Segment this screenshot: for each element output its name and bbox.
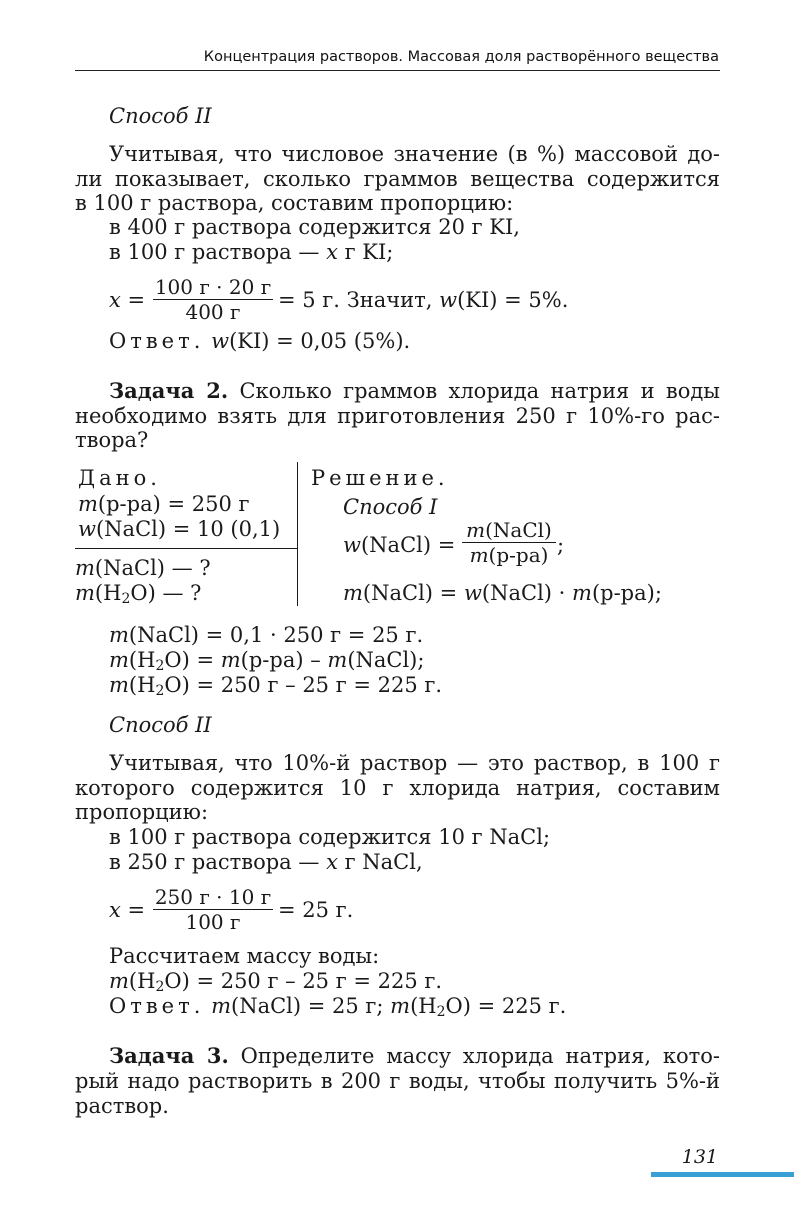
- formula-rhs: = 25 г.: [278, 898, 354, 922]
- running-header: Концентрация растворов. Массовая доля растворённого вещества: [203, 49, 719, 65]
- formula-rhs: = 5 г. Значит, w(KI) = 5%.: [278, 288, 569, 312]
- given-fraction: w(NaCl) = 10 (0,1): [78, 517, 281, 541]
- fraction-denominator: m(р-ра): [469, 543, 549, 567]
- proportion-line: в 100 г раствора — x г KI;: [109, 240, 394, 264]
- calc-line: $m(H_2O) = 250$ г – 25 г = 225 г.: [109, 673, 443, 699]
- fraction-denominator: 400 г: [185, 300, 241, 324]
- fraction-numerator: m(NaCl): [466, 518, 552, 542]
- task2-line: твора?: [75, 428, 149, 452]
- fraction: [153, 885, 273, 934]
- page-number: 131: [681, 1146, 718, 1168]
- task3-line: рый надо растворить в 200 г воды, чтобы получить 5%-й: [75, 1069, 720, 1093]
- answer-line: Ответ. m(NaCl) = 25 г; $m(H_2O) = 225$ г.: [109, 994, 567, 1020]
- task3-line: Задача 3. Определите массу хлорида натрия, кото-: [109, 1043, 720, 1068]
- calc-line: $m(H_2O) = m(р-ра)$ – m(NaCl);: [109, 648, 425, 674]
- calc-line: $m(H_2O) = 250$ г – 25 г = 225 г.: [109, 969, 443, 995]
- fraction: [153, 275, 273, 324]
- solution-title: Решение.: [311, 466, 449, 490]
- water-text: Рассчитаем массу воды:: [109, 944, 380, 968]
- task3-line: раствор.: [75, 1094, 169, 1118]
- answer-line: Ответ. w(KI) = 0,05 (5%).: [109, 329, 411, 353]
- fraction: [462, 518, 556, 567]
- given-vertical-divider: [297, 462, 298, 606]
- solution-line: m(NaCl) = w(NaCl) · m(р-ра);: [343, 581, 662, 605]
- fraction-numerator: 100 г · 20 г: [154, 275, 272, 299]
- proportion-line: в 400 г раствора содержится 20 г KI,: [109, 215, 520, 239]
- fraction-numerator: 250 г · 10 г: [154, 885, 272, 909]
- given-divider: [75, 548, 297, 549]
- find-nacl: m(NaCl) — ?: [75, 556, 211, 580]
- method2-heading: Способ II: [109, 713, 212, 737]
- paragraph-line: Учитывая, что числовое значение (в %) массовой до-: [109, 142, 720, 166]
- task2-line: Задача 2. Сколько граммов хлорида натрия и воды: [109, 378, 720, 403]
- task2-line: необходимо взять для приготовления 250 г 10%-го рас-: [75, 404, 720, 428]
- paragraph-line: которого содержится 10 г хлорида натрия, составим: [75, 776, 720, 800]
- formula-end: ;: [557, 533, 565, 557]
- formula-lhs: x =: [109, 898, 146, 922]
- proportion-line: в 250 г раствора — x г NaCl,: [109, 850, 423, 874]
- given-title: Дано.: [78, 466, 161, 490]
- calc-line: m(NaCl) = 0,1 · 250 г = 25 г.: [109, 623, 424, 647]
- paragraph-line: пропорцию:: [75, 800, 209, 824]
- header-rule: [75, 70, 720, 71]
- method2-heading: Способ II: [109, 104, 212, 128]
- paragraph-line: ли показывает, сколько граммов вещества содержится: [75, 167, 720, 191]
- formula-lhs: x =: [109, 288, 146, 312]
- footer-accent-bar: [651, 1172, 794, 1177]
- fraction-denominator: 100 г: [185, 910, 241, 934]
- formula-lhs: w(NaCl) =: [343, 533, 456, 557]
- given-mass: m(р-ра) = 250 г: [78, 492, 250, 516]
- paragraph-line: в 100 г раствора, составим пропорцию:: [75, 191, 514, 215]
- method1-heading: Способ I: [343, 495, 438, 519]
- proportion-line: в 100 г раствора содержится 10 г NaCl;: [109, 825, 551, 849]
- find-water: $m(H_2O)$ — ?: [75, 581, 202, 607]
- paragraph-line: Учитывая, что 10%-й раствор — это раствор, в 100 г: [109, 751, 720, 775]
